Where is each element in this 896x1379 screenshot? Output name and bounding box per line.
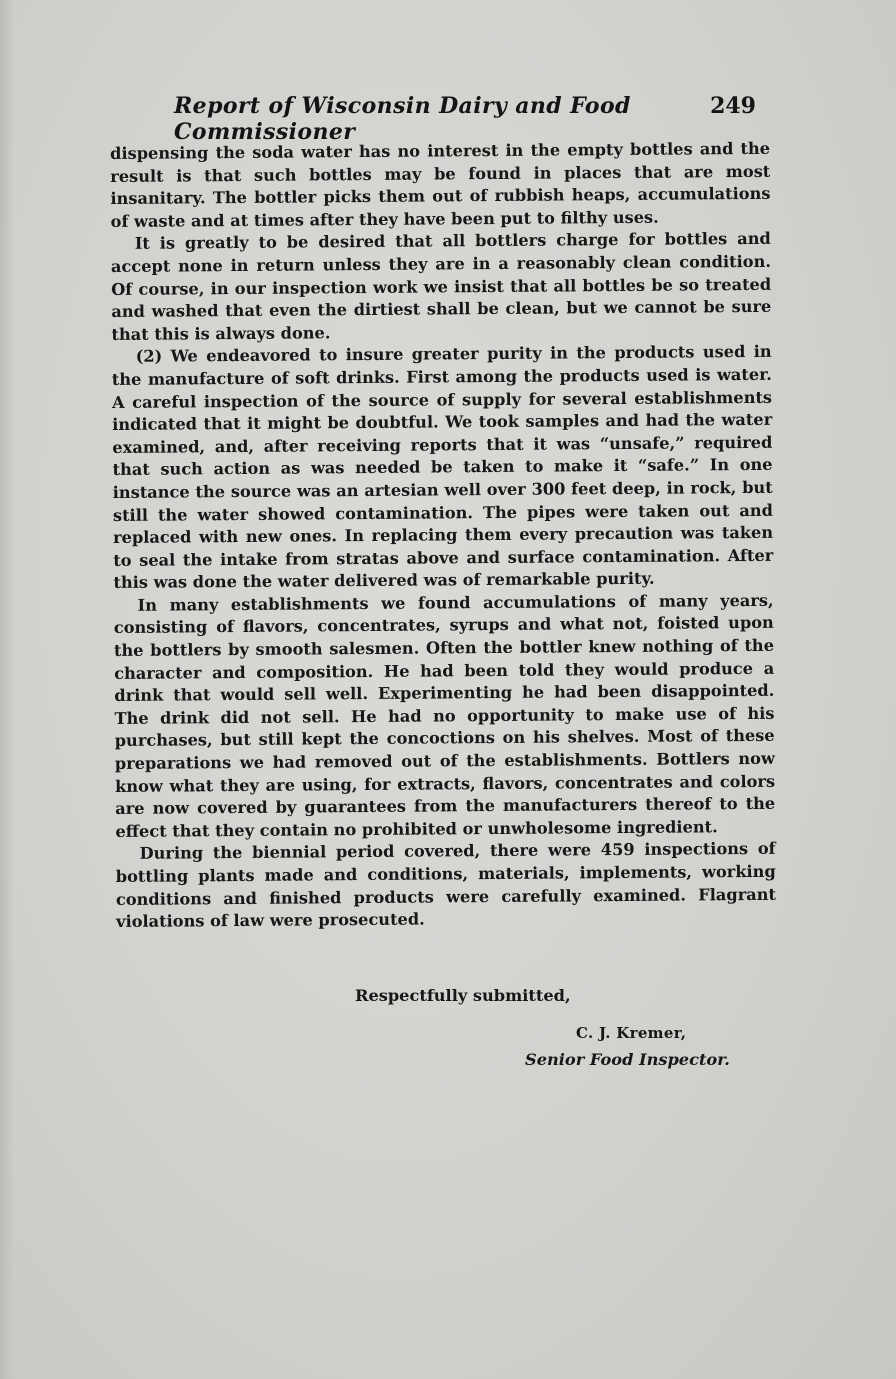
signer-name: C. J. Kremer, bbox=[576, 1024, 687, 1042]
paragraph: dispensing the soda water has no interest in the empty bottles and the result is that such bottles may be found in places that are most insanitary. The bottler picks them out of rubbish heaps, accumulations of waste and at times after they have been put to filthy uses. bbox=[110, 138, 771, 231]
page-header bbox=[170, 93, 760, 145]
paragraph: (2) We endeavored to insure greater purity in the products used in the manufacture of soft drinks. First among the products used is water. A careful inspection of the source of supply for several establishments indicated that it might be doubtful. We took samples and had the water examined, and, after receiving reports that it was “unsafe,” required that such action as was needed be taken to make it “safe.” In one instance the source was an artesian well over 300 feet deep, in rock, but still the water showed contamination. The pipes were taken out and replaced with new ones. In replacing them every precaution was taken to seal the intake from stratas above and surface contamination. After this was done the water delivered was of remarkable purity. bbox=[111, 342, 774, 593]
signer-title: Senior Food Inspector. bbox=[525, 1050, 730, 1069]
page-number: 249 bbox=[710, 93, 756, 119]
running-title: Report of Wisconsin Dairy and Food Commissioner bbox=[174, 93, 631, 145]
report-body bbox=[110, 138, 776, 934]
paragraph: During the biennial period covered, there were 459 inspections of bottling plants made and conditions, materials, implements, working conditions and finished products were carefully examined. Flagrant violations of law were prosecuted. bbox=[115, 839, 776, 932]
paragraph: In many establishments we found accumulations of many years, consisting of flavors, concentrates, syrups and what not, foisted upon the bottlers by smooth salesmen. Often the bottler knew nothing of the character and composition. He had been told they would produce a drink that would sell well. Experimenting he had been disappointed. The drink did not sell. He had no opportunity to make use of his purchases, but still kept the concoctions on his shelves. Most of these preparations we had removed out of the establishments. Bottlers now know what they are using, for extracts, flavors, concentrates and colors are now covered by guarantees from the manufacturers thereof to the effect that they contain no prohibited or unwholesome ingredient. bbox=[113, 590, 776, 841]
page-edge-shadow bbox=[0, 0, 14, 1379]
closing-salutation: Respectfully submitted, bbox=[355, 986, 571, 1005]
paragraph: It is greatly to be desired that all bottlers charge for bottles and accept none in return unless they are in a reasonably clean condition. Of course, in our inspection work we insist that all bottles be so treated and washed that even the dirtiest shall be clean, but we cannot be sure that this is always done. bbox=[110, 229, 772, 344]
